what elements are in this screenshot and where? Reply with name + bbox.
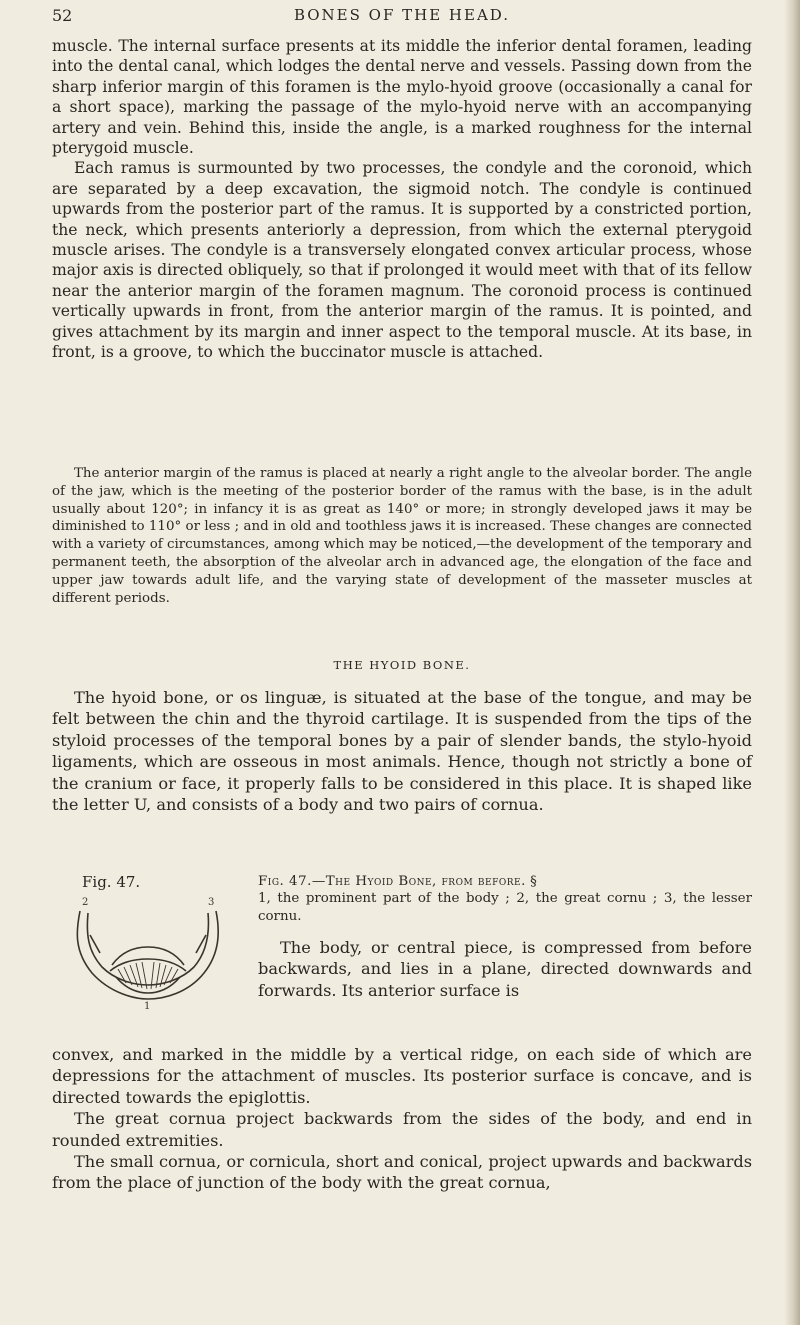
small-cornua-paragraph: The small cornua, or cornicula, short and conical, project upwards and backwards from the place of junction of the body with the great cornua, <box>52 1152 752 1193</box>
small-print-block <box>52 465 752 607</box>
intro-text <box>52 36 752 363</box>
body-description-continued <box>52 1044 752 1194</box>
great-cornua-paragraph: The great cornua project backwards from the sides of the body, and end in rounded extremities. <box>52 1109 752 1150</box>
figure-number-2-left: 2 <box>82 897 89 908</box>
hyoid-paragraph: The hyoid bone, or os linguæ, is situated at the base of the tongue, and may be felt between the chin and the thyroid cartilage. It is suspended from the tips of the styloid processes of the temporal bones by a pair of slender bands, the stylo-hyoid ligaments, which are osseous in most animals. Hence, though not strictly a bone of the cranium or face, it properly falls to be considered in this place. It is shaped like the letter U, and consists of a body and two pairs of cornua. <box>52 688 752 815</box>
running-title: BONES OF THE HEAD. <box>293 6 511 24</box>
section-heading: THE HYOID BONE. <box>333 658 471 672</box>
figure-caption-body: 1, the prominent part of the body ; 2, the great cornu ; 3, the lesser cornu. <box>258 891 752 924</box>
body-description-right <box>258 937 752 1001</box>
figure-number-3: 3 <box>208 897 215 908</box>
hyoid-bone-illustration <box>52 891 242 1011</box>
figure-number-1: 1 <box>144 1001 151 1011</box>
small-print-paragraph: The anterior margin of the ramus is placed at nearly a right angle to the alveolar border. The angle of the jaw, which is the meeting of the posterior border of the ramus with the base, is in the adult usually about 120°; in infancy it is as great as 140° or more; in strongly developed jaws it may be diminished to 110° or less ; and in old and toothless jaws it is increased. These changes are connected with a variety of circumstances, among which may be noticed,—the development of the temporary and permanent teeth, the absorption of the alveolar arch in advanced age, the elongation of the face and upper jaw towards adult life, and the varying state of development of the masseter muscles at different periods. <box>52 466 752 606</box>
figure-caption <box>258 873 752 925</box>
figure-caption-title: Fig. 47.—The Hyoid Bone, from before. <box>258 874 526 889</box>
intro-paragraph-2: Each ramus is surmounted by two processes, the condyle and the coronoid, which are separated by a deep excavation, the sigmoid notch. The condyle is continued upwards from the posterior part of the ramus. It is supported by a constricted portion, the neck, which presents anteriorly a depression, from which the external pterygoid muscle arises. The condyle is a transversely elongated convex articular process, whose major axis is directed obliquely, so that if prolonged it would meet with that of its fellow near the anterior margin of the foramen magnum. The coronoid process is continued vertically upwards in front, from the anterior margin of the ramus. It is pointed, and gives attachment by its margin and inner aspect to the temporal muscle. At its base, in front, is a groove, to which the buccinator muscle is attached. <box>52 159 752 362</box>
intro-paragraph-1: muscle. The internal surface presents at its middle the inferior dental foramen, leading into the dental canal, which lodges the dental nerve and vessels. Passing down from the sharp inferior margin of this foramen is the mylo-hyoid groove (occasionally a canal for a short space), marking the passage of the mylo-hyoid nerve with an accompanying artery and vein. Behind this, inside the angle, is a marked roughness for the internal pterygoid muscle. <box>52 37 752 158</box>
figure-caption-mark: § <box>530 874 537 889</box>
body-description-start: The body, or central piece, is compressed from before backwards, and lies in a plane, directed downwards and forwards. Its anterior surface is <box>258 938 752 1000</box>
page-header <box>52 6 752 32</box>
body-description-end: convex, and marked in the middle by a vertical ridge, on each side of which are depressions for the attachment of muscles. Its posterior surface is concave, and is directed towards the epiglottis. <box>52 1045 752 1107</box>
figure-label: Fig. 47. <box>82 873 141 891</box>
page-number: 52 <box>52 6 73 25</box>
hyoid-intro <box>52 687 752 815</box>
page-edge-shadow <box>784 0 800 1325</box>
